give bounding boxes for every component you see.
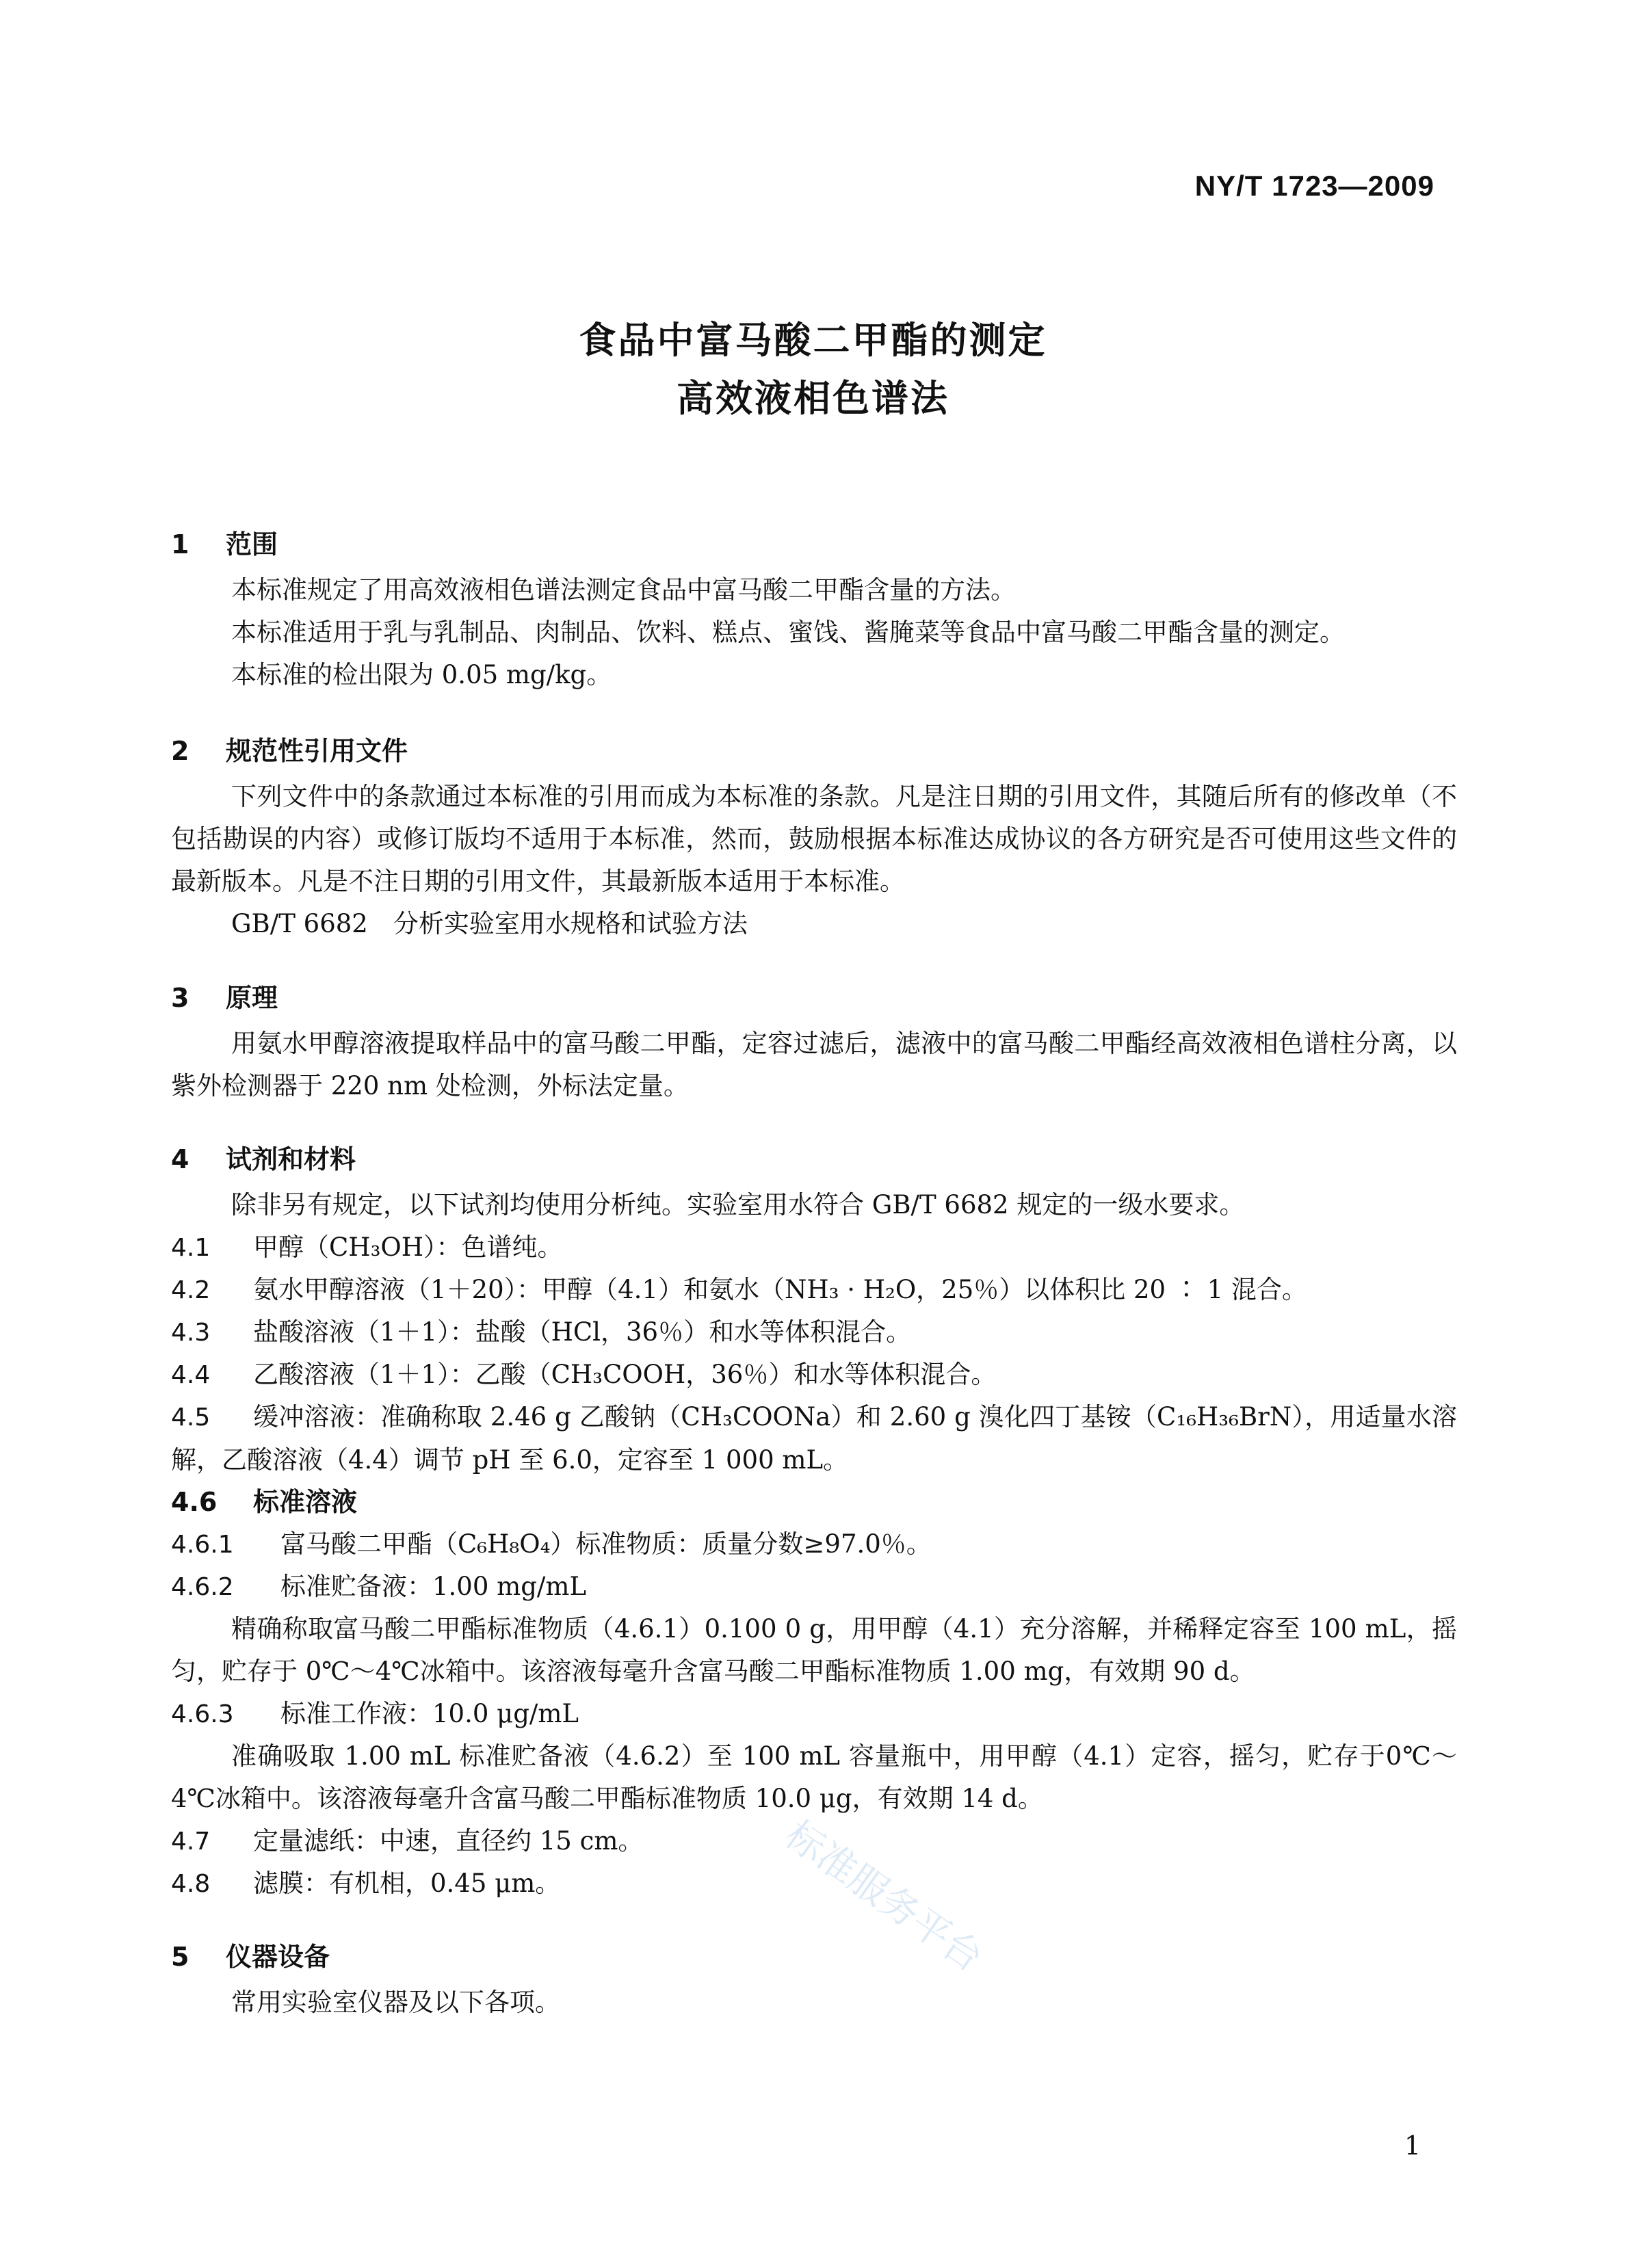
section-title: 试剂和材料 xyxy=(226,1144,356,1174)
apparatus-paragraph: 常用实验室仪器及以下各项。 xyxy=(231,1988,560,2017)
section-title: 仪器设备 xyxy=(226,1942,330,1972)
clause-text: 富马酸二甲酯（C₆H₈O₄）标准物质：质量分数≥97.0％。 xyxy=(280,1529,932,1559)
clause-number: 4.6.1 xyxy=(171,1531,234,1559)
reagent-4-1 xyxy=(171,1226,563,1269)
reagent-4-3 xyxy=(171,1311,911,1354)
stock-solution-paragraph: 精确称取富马酸二甲酯标准物质（4.6.1）0.100 0 g，用甲醇（4.1）充分溶解，并稀释定容至 100 mL，摇匀，贮存于 0℃～4℃冰箱中。该溶液每毫升含富马酸二甲酯标准物质 1.00 mg，有效期 90 d。 xyxy=(171,1614,1457,1686)
scope-paragraph-1: 本标准规定了用高效液相色谱法测定食品中富马酸二甲酯含量的方法。 xyxy=(231,575,1016,605)
scope-paragraph-2: 本标准适用于乳与乳制品、肉制品、饮料、糕点、蜜饯、酱腌菜等食品中富马酸二甲酯含量的测定。 xyxy=(231,618,1345,647)
section-heading-reagents xyxy=(171,1138,356,1176)
reagent-4-2 xyxy=(171,1269,1307,1312)
clause-number: 4.3 xyxy=(171,1319,211,1347)
clause-text: 乙酸溶液（1＋1）：乙酸（CH₃COOH，36％）和水等体积混合。 xyxy=(253,1360,997,1389)
section-title: 原理 xyxy=(226,983,278,1013)
document-title: 食品中富马酸二甲酯的测定 xyxy=(579,319,1047,362)
section-number: 2 xyxy=(171,736,189,766)
clause-title: 标准溶液 xyxy=(253,1487,358,1517)
clause-text: 盐酸溶液（1＋1）：盐酸（HCl，36％）和水等体积混合。 xyxy=(253,1317,912,1347)
working-solution-paragraph: 准确吸取 1.00 mL 标准贮备液（4.6.2）至 100 mL 容量瓶中，用甲醇（4.1）定容，摇匀，贮存于0℃～4℃冰箱中。该溶液每毫升含富马酸二甲酯标准物质 10.0 μg，有效期 14 d。 xyxy=(171,1741,1457,1813)
section-heading-normative-references xyxy=(171,730,408,767)
section-heading-scope xyxy=(171,523,278,561)
clause-text: 标准贮备液：1.00 mg/mL xyxy=(280,1572,587,1601)
clause-text: 定量滤纸：中速，直径约 15 cm。 xyxy=(253,1826,644,1856)
standard-code: NY/T 1723—2009 xyxy=(1194,170,1434,202)
section-title: 规范性引用文件 xyxy=(226,736,408,766)
reagent-4-4 xyxy=(171,1354,996,1397)
section-heading-apparatus xyxy=(171,1936,330,1973)
reagent-4-6-2 xyxy=(171,1566,586,1609)
clause-number: 4.6 xyxy=(171,1487,218,1517)
clause-text: 标准工作液：10.0 μg/mL xyxy=(280,1699,579,1728)
clause-number: 4.7 xyxy=(171,1828,211,1856)
clause-text: 滤膜：有机相，0.45 μm。 xyxy=(253,1869,561,1898)
document-subtitle: 高效液相色谱法 xyxy=(677,377,949,420)
clause-number: 4.2 xyxy=(171,1276,211,1304)
reagent-4-7 xyxy=(171,1820,643,1863)
reference-gbt6682: GB/T 6682 分析实验室用水规格和试验方法 xyxy=(231,909,748,938)
clause-text: 缓冲溶液：准确称取 2.46 g 乙酸钠（CH₃COONa）和 2.60 g 溴化四丁基铵（C₁₆H₃₆BrN），用适量水溶解，乙酸溶液（4.4）调节 pH 至 6.0，定容至 1 000 mL。 xyxy=(171,1402,1457,1475)
section-number: 3 xyxy=(171,983,189,1013)
section-number: 1 xyxy=(171,529,189,559)
clause-number: 4.6.3 xyxy=(171,1700,234,1728)
reagent-4-6 xyxy=(171,1481,357,1524)
page-number: 1 xyxy=(1404,2131,1421,2161)
clause-number: 4.6.2 xyxy=(171,1573,234,1601)
clause-number: 4.1 xyxy=(171,1234,211,1262)
clause-number: 4.8 xyxy=(171,1870,211,1898)
clause-number: 4.4 xyxy=(171,1361,211,1389)
clause-text: 甲醇（CH₃OH）：色谱纯。 xyxy=(253,1232,563,1262)
section-number: 5 xyxy=(171,1942,189,1972)
section-heading-principle xyxy=(171,977,278,1014)
clause-number: 4.5 xyxy=(171,1403,211,1432)
watermark: 标准服务平台 xyxy=(776,1812,991,1981)
reagents-intro: 除非另有规定，以下试剂均使用分析纯。实验室用水符合 GB/T 6682 规定的一级水要求。 xyxy=(231,1190,1245,1219)
reagent-4-6-3 xyxy=(171,1693,579,1736)
section-title: 范围 xyxy=(226,529,278,559)
clause-text: 氨水甲醇溶液（1＋20）：甲醇（4.1）和氨水（NH₃ · H₂O，25％）以体积比 20 ∶ 1 混合。 xyxy=(253,1275,1307,1304)
reagent-4-5 xyxy=(171,1396,1457,1481)
reagent-4-8 xyxy=(171,1862,560,1906)
reagent-4-6-1 xyxy=(171,1523,932,1566)
principle-paragraph: 用氨水甲醇溶液提取样品中的富马酸二甲酯，定容过滤后，滤液中的富马酸二甲酯经高效液相色谱柱分离，以紫外检测器于 220 nm 处检测，外标法定量。 xyxy=(171,1029,1457,1100)
references-paragraph: 下列文件中的条款通过本标准的引用而成为本标准的条款。凡是注日期的引用文件，其随后所有的修改单（不包括勘误的内容）或修订版均不适用于本标准，然而，鼓励根据本标准达成协议的各方研究是否可使用这些文件的最新版本。凡是不注日期的引用文件，其最新版本适用于本标准。 xyxy=(171,782,1457,896)
section-number: 4 xyxy=(171,1144,189,1174)
scope-paragraph-3: 本标准的检出限为 0.05 mg/kg。 xyxy=(231,660,612,689)
